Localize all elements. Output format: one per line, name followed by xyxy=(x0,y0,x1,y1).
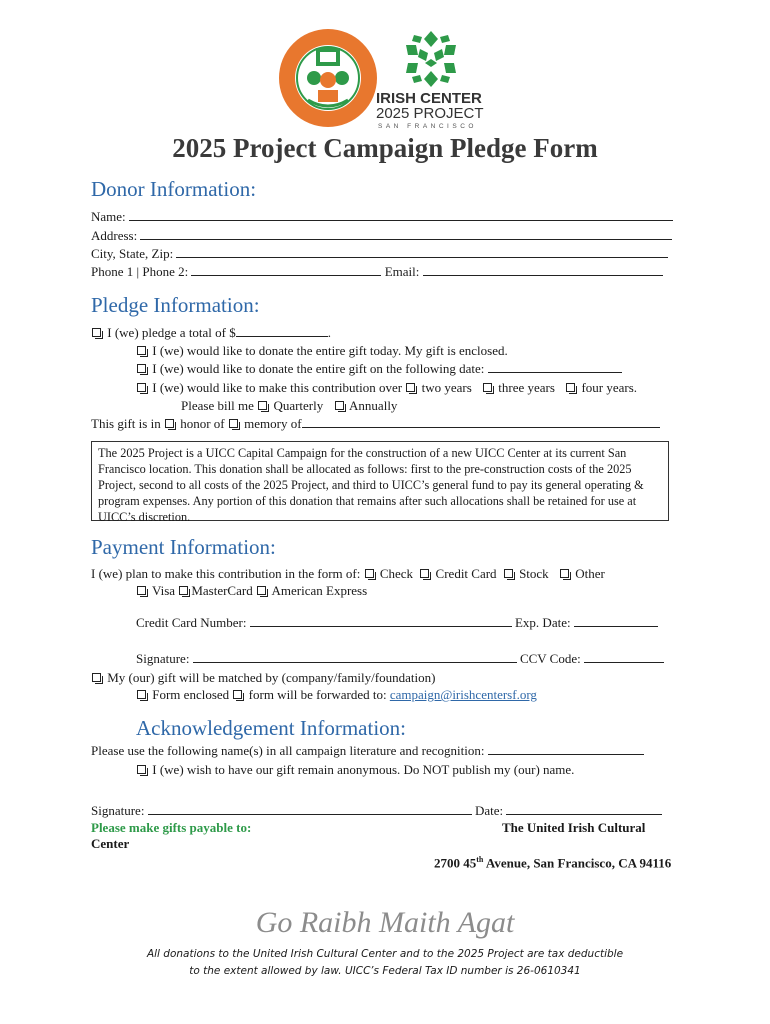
bill-me-line xyxy=(181,398,397,414)
anonymous-checkbox[interactable] xyxy=(137,765,146,774)
opt-over-line xyxy=(136,380,637,396)
campaign-email-link[interactable]: campaign@irishcentersf.org xyxy=(389,687,537,702)
amex-label: American Express xyxy=(271,583,368,598)
phone-line xyxy=(91,264,663,280)
ack-heading: Acknowledgement Information: xyxy=(136,716,407,740)
phone-field[interactable] xyxy=(191,264,381,276)
recognition-name-field[interactable] xyxy=(488,743,644,755)
four-years-label: four years. xyxy=(581,380,638,395)
two-years-label: two years xyxy=(421,380,472,395)
final-signature-label: Signature: xyxy=(91,803,145,818)
campaign-notice: The 2025 Project is a UICC Capital Campaign for the construction of a new UICC Center at its current San Francisco location. This donation shall be allocated as follows: first to the pre-construction costs of the 2025 Project, second to all costs of the 2025 Project, and third to UICC’s general fund to pay its general operating & program expenses. Any portion of this donation that remains after such allocations shall be retained for use at UICC’s discretion. xyxy=(91,441,669,521)
payable-label: Please make gifts payable to: xyxy=(91,820,252,835)
final-date-field[interactable] xyxy=(506,803,662,815)
pledge-total-end: . xyxy=(327,325,332,340)
form-enclosed-checkbox[interactable] xyxy=(137,690,146,699)
page-title: 2025 Project Campaign Pledge Form xyxy=(172,133,598,163)
anonymous-line xyxy=(136,762,574,778)
final-signature-line xyxy=(91,803,662,819)
two-years-checkbox[interactable] xyxy=(406,383,415,392)
quarterly-checkbox[interactable] xyxy=(258,401,267,410)
amex-checkbox[interactable] xyxy=(257,586,266,595)
date-checkbox[interactable] xyxy=(137,364,146,373)
credit-card-label: Credit Card xyxy=(435,566,497,581)
plan-label: I (we) plan to make this contribution in the form of: xyxy=(91,566,361,581)
address-label: Address: xyxy=(91,228,138,243)
gift-in-line xyxy=(91,416,660,432)
visa-checkbox[interactable] xyxy=(137,586,146,595)
ccv-label: CCV Code: xyxy=(519,651,581,666)
phone-label: Phone 1 | Phone 2: xyxy=(91,264,189,279)
payee-org: The United Irish Cultural xyxy=(502,820,646,835)
ccv-field[interactable] xyxy=(584,651,664,663)
name-line xyxy=(91,209,673,225)
stock-label: Stock xyxy=(519,566,549,581)
pledge-amount-field[interactable] xyxy=(236,325,328,337)
form-enclosed-label: Form enclosed xyxy=(152,687,230,702)
cc-number-label: Credit Card Number: xyxy=(136,615,247,630)
opt-date-label: I (we) would like to donate the entire gift on the following date: xyxy=(152,361,485,376)
payee-address xyxy=(434,852,671,871)
cc-number-field[interactable] xyxy=(250,615,512,627)
quarterly-label: Quarterly xyxy=(273,398,324,413)
use-names-label: Please use the following name(s) in all campaign literature and recognition: xyxy=(91,743,485,758)
memory-checkbox[interactable] xyxy=(229,419,238,428)
memory-label: memory of xyxy=(244,416,302,431)
opt-today-label: I (we) would like to donate the entire gift today. My gift is enclosed. xyxy=(152,343,508,358)
credit-card-checkbox[interactable] xyxy=(420,569,429,578)
opt-today-line xyxy=(136,343,508,359)
check-checkbox[interactable] xyxy=(365,569,374,578)
gift-in-label: This gift is in xyxy=(91,416,161,431)
pledge-total-label: I (we) pledge a total of $ xyxy=(107,325,236,340)
city-label: City, State, Zip: xyxy=(91,246,174,261)
irish-center-snowflake-icon xyxy=(398,29,464,89)
irish-center-subtitle: 2025 PROJECT xyxy=(376,105,484,122)
pledge-heading: Pledge Information: xyxy=(91,293,260,317)
name-field[interactable] xyxy=(129,209,673,221)
final-signature-field[interactable] xyxy=(148,803,472,815)
form-forwarded-checkbox[interactable] xyxy=(233,690,242,699)
email-field[interactable] xyxy=(423,264,663,276)
mastercard-label: MasterCard xyxy=(191,583,253,598)
cc-signature-field[interactable] xyxy=(193,651,517,663)
annually-checkbox[interactable] xyxy=(335,401,344,410)
opt-over-label: I (we) would like to make this contribution over xyxy=(152,380,403,395)
donor-heading: Donor Information: xyxy=(91,177,257,201)
exp-date-label: Exp. Date: xyxy=(514,615,571,630)
closing-phrase: Go Raibh Maith Agat xyxy=(255,906,515,939)
visa-label: Visa xyxy=(152,583,176,598)
other-checkbox[interactable] xyxy=(560,569,569,578)
exp-date-field[interactable] xyxy=(574,615,658,627)
annually-label: Annually xyxy=(349,398,398,413)
cc-signature-label: Signature: xyxy=(136,651,190,666)
payment-form-line xyxy=(91,566,605,582)
over-checkbox[interactable] xyxy=(137,383,146,392)
card-type-line xyxy=(136,583,367,599)
cc-number-line xyxy=(136,615,658,631)
address-street: 2700 45 xyxy=(434,855,477,871)
address-line xyxy=(91,228,672,244)
cc-signature-line xyxy=(136,651,664,667)
tribute-name-field[interactable] xyxy=(302,416,660,428)
irish-center-title: IRISH CENTER xyxy=(376,90,482,107)
final-date-label: Date: xyxy=(474,803,504,818)
pledge-total-checkbox[interactable] xyxy=(92,328,101,337)
bill-me-label: Please bill me xyxy=(181,398,254,413)
three-years-label: three years xyxy=(498,380,555,395)
opt-date-line xyxy=(136,361,622,377)
pledge-date-field[interactable] xyxy=(488,361,622,373)
use-names-line xyxy=(91,743,644,759)
pledge-total-line xyxy=(91,325,331,341)
irish-center-city: SAN FRANCISCO xyxy=(378,123,477,130)
footer-line1: All donations to the United Irish Cultural Center and to the 2025 Project are tax deductible xyxy=(146,948,624,960)
four-years-checkbox[interactable] xyxy=(566,383,575,392)
matched-checkbox[interactable] xyxy=(92,673,101,682)
email-label: Email: xyxy=(384,264,420,279)
address-rest: Avenue, San Francisco, CA 94116 xyxy=(483,855,672,871)
other-label: Other xyxy=(575,566,605,581)
address-suffix: th xyxy=(476,855,484,864)
check-label: Check xyxy=(379,566,414,581)
payee-org-cont: Center xyxy=(91,836,130,851)
name-label: Name: xyxy=(91,209,126,224)
mastercard-checkbox[interactable] xyxy=(179,586,188,595)
form-forwarded-label: form will be forwarded to: xyxy=(248,687,387,702)
footer-line2: to the extent allowed by law. UICC’s Federal Tax ID number is 26-0610341 xyxy=(189,965,581,977)
matched-label: My (our) gift will be matched by (company/family/foundation) xyxy=(107,670,436,685)
honor-label: honor of xyxy=(180,416,225,431)
city-line xyxy=(91,246,668,262)
payment-heading: Payment Information: xyxy=(91,535,276,559)
uicc-logo xyxy=(278,28,378,128)
honor-checkbox[interactable] xyxy=(165,419,174,428)
city-field[interactable] xyxy=(176,246,668,258)
three-years-checkbox[interactable] xyxy=(483,383,492,392)
anonymous-label: I (we) wish to have our gift remain anonymous. Do NOT publish my (our) name. xyxy=(152,762,575,777)
match-form-line xyxy=(136,687,537,703)
matched-line xyxy=(91,670,435,686)
today-checkbox[interactable] xyxy=(137,346,146,355)
address-field[interactable] xyxy=(140,228,672,240)
stock-checkbox[interactable] xyxy=(504,569,513,578)
